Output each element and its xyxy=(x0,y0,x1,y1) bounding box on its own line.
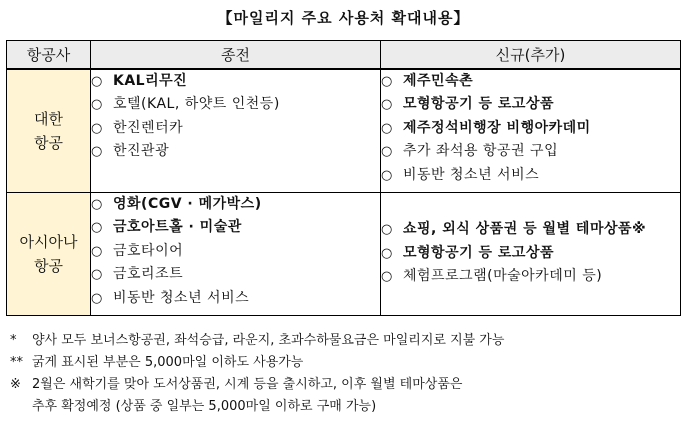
list-item xyxy=(91,216,380,240)
footnote-continuation: 추후 확정예정 (상품 중 일부는 5,000마일 이하로 구매 가능) xyxy=(32,399,377,414)
table-row-asiana xyxy=(7,192,681,315)
list-item xyxy=(91,193,380,217)
list-item xyxy=(91,240,380,264)
airline-cell-asiana xyxy=(7,192,91,315)
footnote-mark: ** xyxy=(10,355,23,370)
list-item-text: 제주정석비행장 비행아카데미 xyxy=(403,119,591,136)
list-item xyxy=(381,218,680,242)
footnotes xyxy=(10,330,680,418)
table-row-korean-air xyxy=(7,69,681,193)
new-list xyxy=(381,70,680,188)
list-item xyxy=(91,117,380,141)
list-item xyxy=(91,263,380,287)
circle-bullet-icon: ○ xyxy=(91,243,103,259)
list-item xyxy=(381,70,680,94)
footnote-text: 굵게 표시된 부분은 5,000마일 이하도 사용가능 xyxy=(32,355,304,370)
circle-bullet-icon: ○ xyxy=(91,290,103,306)
list-item-text: 금호타이어 xyxy=(113,242,184,259)
new-list xyxy=(381,218,680,289)
circle-bullet-icon: ○ xyxy=(381,97,393,112)
list-item-text: 금호리조트 xyxy=(113,266,184,282)
previous-list xyxy=(91,70,380,164)
circle-bullet-icon: ○ xyxy=(91,220,103,235)
footnote xyxy=(10,374,680,396)
circle-bullet-icon: ○ xyxy=(381,269,393,285)
circle-bullet-icon: ○ xyxy=(381,222,393,238)
circle-bullet-icon: ○ xyxy=(91,120,103,136)
airline-name-line: 아시아나 xyxy=(19,232,78,251)
list-item xyxy=(381,164,680,188)
circle-bullet-icon: ○ xyxy=(381,144,393,159)
list-item-text: 비동반 청소년 서비스 xyxy=(403,166,540,183)
circle-bullet-icon: ○ xyxy=(91,73,103,89)
list-item-text: 체험프로그램(마술아카데미 등) xyxy=(403,268,603,285)
previous-list-cell xyxy=(91,192,381,315)
list-item xyxy=(91,93,380,117)
mileage-usage-table xyxy=(6,40,681,316)
footnote-mark: * xyxy=(10,333,17,348)
list-item-text: 추가 좌석용 항공권 구입 xyxy=(403,143,559,159)
list-item-text: 한진렌터카 xyxy=(113,119,184,136)
circle-bullet-icon: ○ xyxy=(381,245,393,261)
list-item-text: 쇼핑, 외식 상품권 등 월별 테마상품※ xyxy=(403,221,647,238)
header-previous: 종전 xyxy=(91,41,381,69)
footnote xyxy=(10,330,680,352)
circle-bullet-icon: ○ xyxy=(91,267,103,282)
list-item xyxy=(381,242,680,266)
footnote-text: 양사 모두 보너스항공권, 좌석승급, 라운지, 초과수하물요금은 마일리지로 지불 가능 xyxy=(32,333,505,348)
list-item xyxy=(381,265,680,289)
circle-bullet-icon: ○ xyxy=(381,120,393,136)
list-item-text: 제주민속촌 xyxy=(403,72,474,89)
previous-list xyxy=(91,193,380,311)
header-new: 신규(추가) xyxy=(381,41,681,69)
table-header-row xyxy=(7,41,681,69)
list-item xyxy=(381,117,680,141)
airline-name-line: 대한 xyxy=(34,109,63,128)
list-item-text: 한진관광 xyxy=(113,143,170,159)
new-list-cell xyxy=(381,69,681,193)
circle-bullet-icon: ○ xyxy=(91,144,103,159)
list-item xyxy=(381,93,680,117)
list-item-text: 영화(CGV · 메가박스) xyxy=(113,195,262,212)
circle-bullet-icon: ○ xyxy=(91,196,103,212)
list-item-text: 금호아트홀 · 미술관 xyxy=(113,219,242,235)
airline-cell-korean-air xyxy=(7,69,91,193)
list-item xyxy=(381,140,680,164)
circle-bullet-icon: ○ xyxy=(381,73,393,89)
previous-list-cell xyxy=(91,69,381,193)
footnote xyxy=(10,352,680,374)
list-item-text: 비동반 청소년 서비스 xyxy=(113,289,250,306)
header-airline: 항공사 xyxy=(7,41,91,69)
list-item xyxy=(91,140,380,164)
airline-name-line: 항공 xyxy=(34,133,63,152)
document-title: 【마일리지 주요 사용처 확대내용】 xyxy=(217,9,470,27)
list-item xyxy=(91,70,380,94)
circle-bullet-icon: ○ xyxy=(91,97,103,112)
list-item-text: 모형항공기 등 로고상품 xyxy=(403,244,554,261)
new-list-cell xyxy=(381,192,681,315)
airline-name-line: 항공 xyxy=(34,256,63,275)
list-item xyxy=(91,287,380,311)
circle-bullet-icon: ○ xyxy=(381,167,393,183)
footnote-text: 2월은 새학기를 맞아 도서상품권, 시계 등을 출시하고, 이후 월별 테마상품은 xyxy=(32,377,463,392)
list-item-text: 호텔(KAL, 하얏트 인천등) xyxy=(113,96,280,112)
list-item-text: KAL리무진 xyxy=(113,72,188,89)
list-item-text: 모형항공기 등 로고상품 xyxy=(403,96,554,112)
footnote-mark: ※ xyxy=(10,377,21,392)
